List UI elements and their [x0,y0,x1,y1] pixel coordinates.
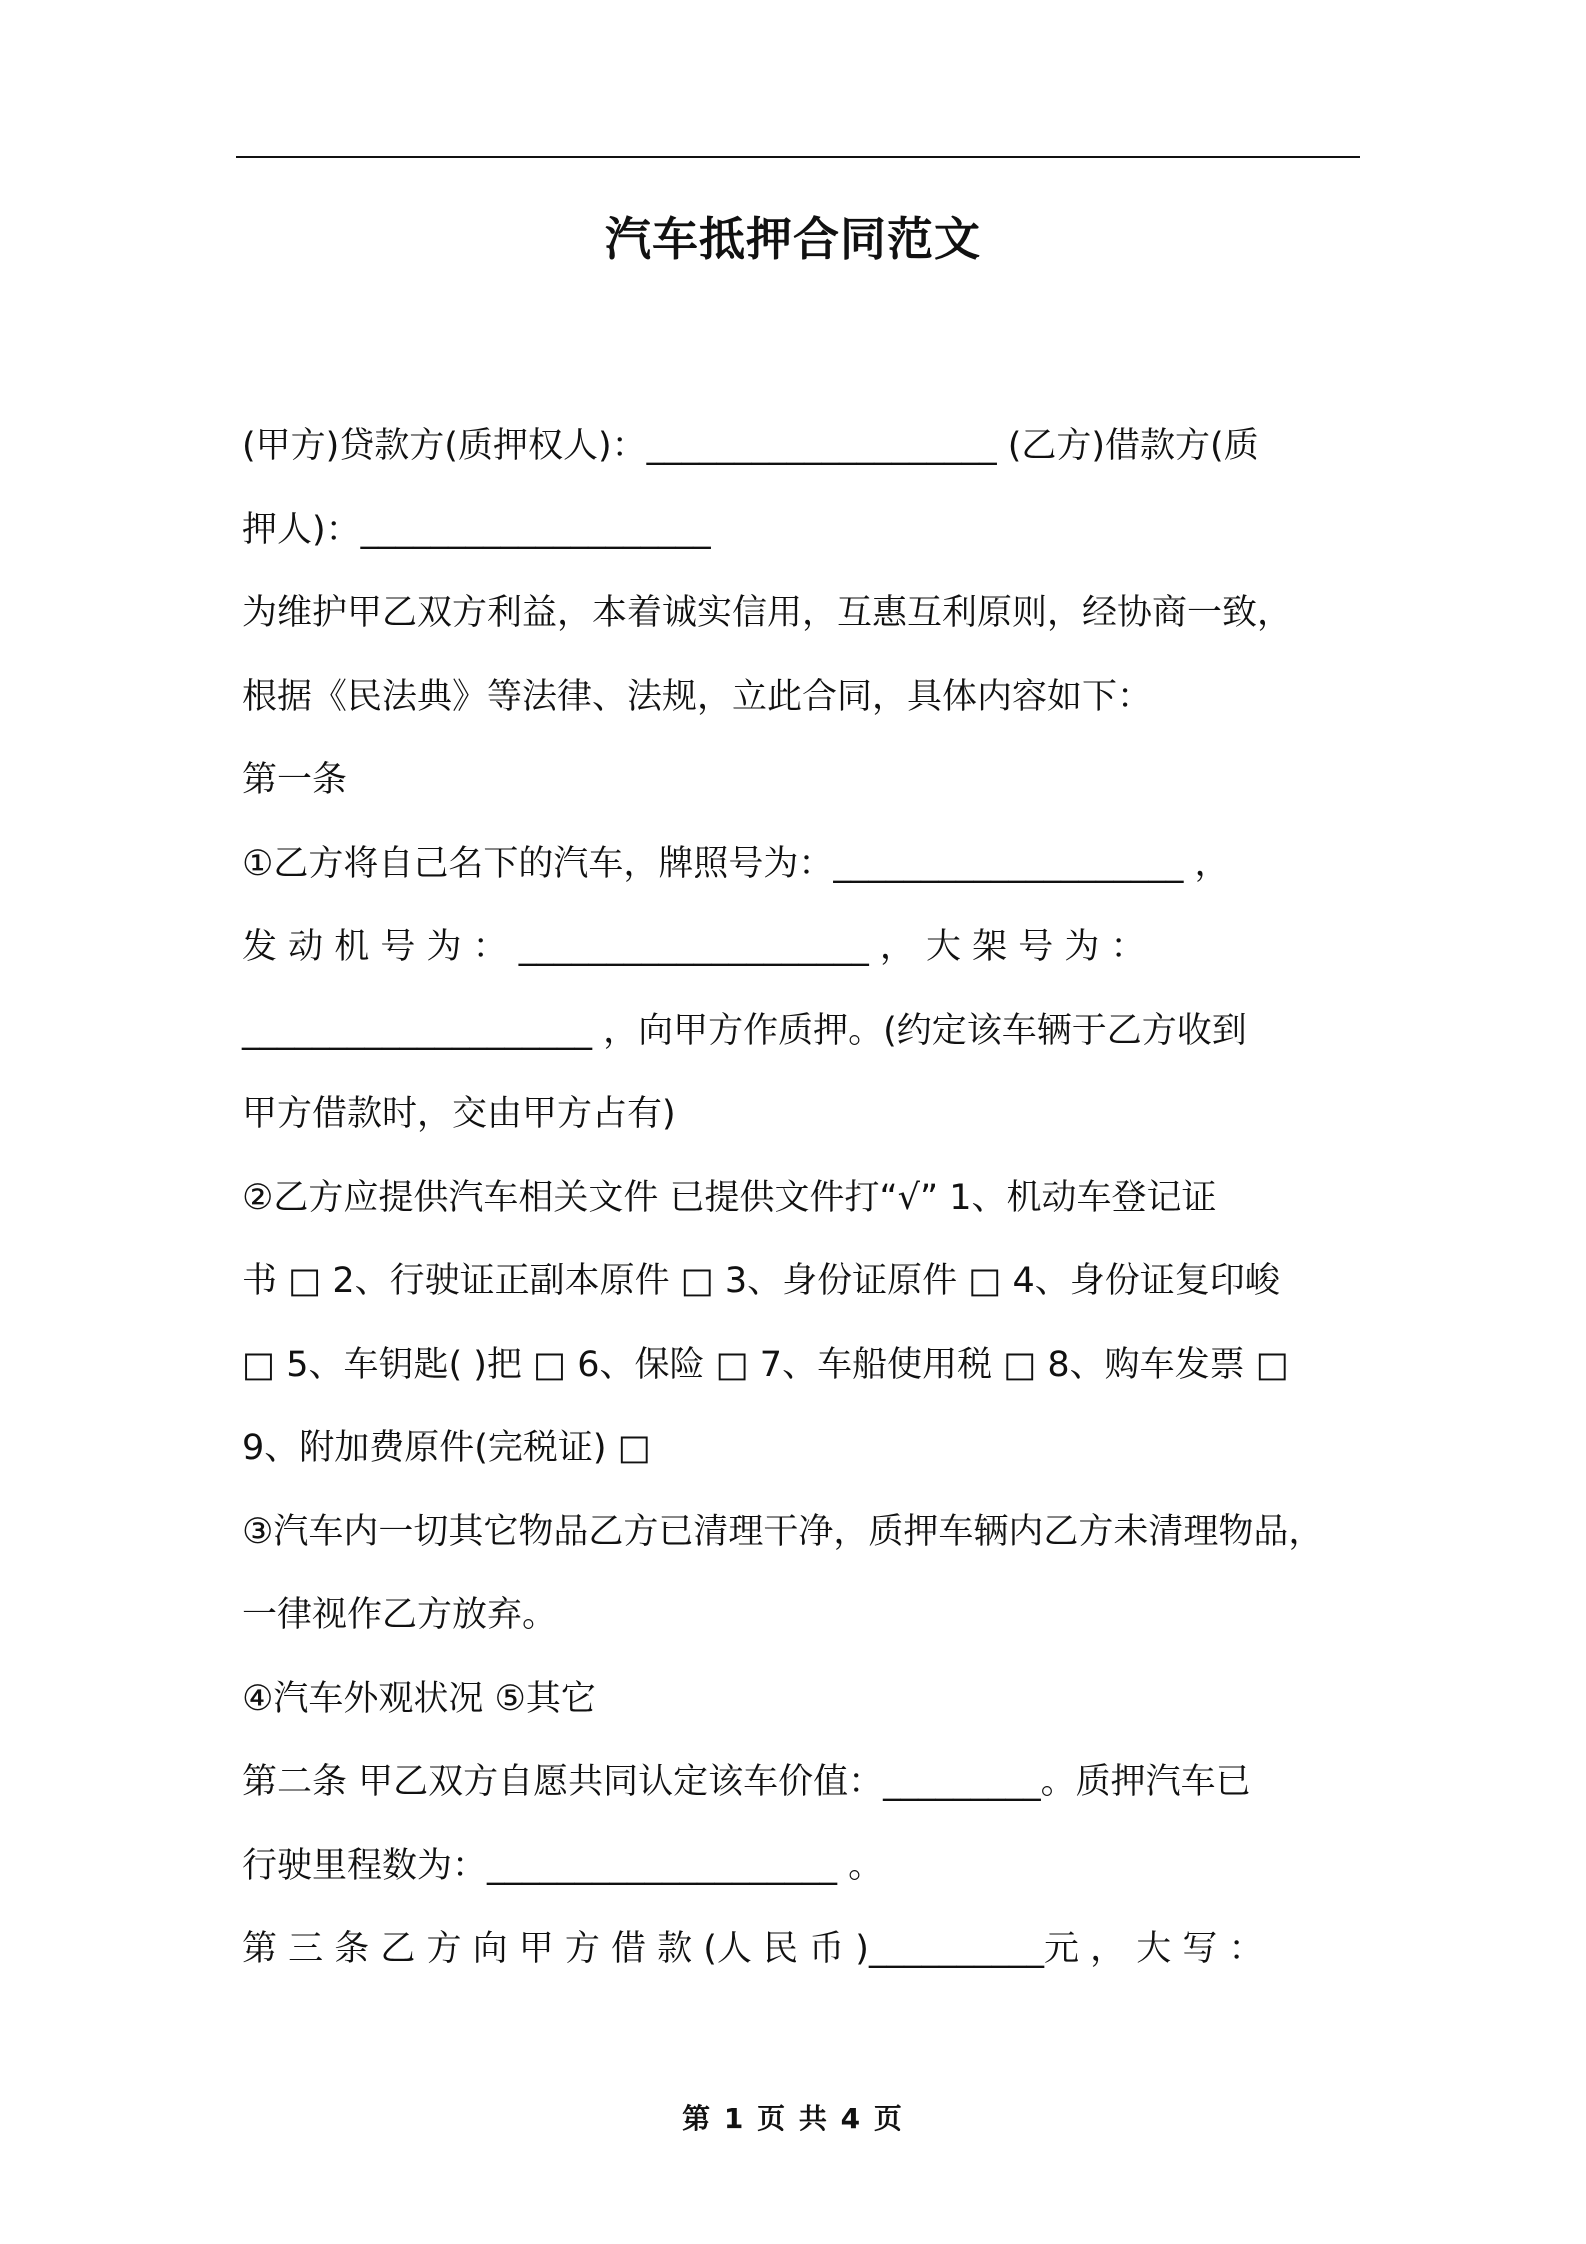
text-line: 押人)：____________________ [242,509,711,550]
text-line: 9、附加费原件(完税证) □ [242,1428,651,1468]
text-line: ____________________ ，向甲方作质押。(约定该车辆于乙方收到 [242,1010,1247,1051]
page-footer: 第 1 页 共 4 页 [682,2102,904,2135]
text-line: 甲方借款时，交由甲方占有) [242,1094,676,1134]
text-line: 一律视作乙方放弃。 [242,1595,558,1635]
text-line: 第 三 条 乙 方 向 甲 方 借 款 (人 民 币 )__________元 ， 大 写 ： [242,1929,1264,1969]
text-line: 为维护甲乙双方利益，本着诚实信用，互惠互利原则，经协商一致， [242,593,1293,633]
text-line: ②乙方应提供汽车相关文件 已提供文件打“√” 1、机动车登记证 [242,1177,1217,1218]
text-line: (甲方)贷款方(质押权人)：____________________ (乙方)借款方(质 [242,426,1259,466]
text-line: 行驶里程数为：____________________ 。 [242,1845,884,1886]
article-heading: 第一条 [242,760,348,800]
text-line: ③汽车内一切其它物品乙方已清理干净，质押车辆内乙方未清理物品， [242,1511,1324,1552]
text-line: ①乙方将自己名下的汽车，牌照号为：____________________ ， [242,843,1230,884]
text-line: 第二条 甲乙双方自愿共同认定该车价值：_________。质押汽车已 [242,1762,1251,1802]
document-title: 汽车抵押合同范文 [605,212,981,266]
text-line: ④汽车外观状况 ⑤其它 [242,1678,596,1719]
contract-body [242,405,1370,1992]
text-line: 根据《民法典》等法律、法规，立此合同，具体内容如下： [242,676,1153,717]
text-line: 书 □ 2、行驶证正副本原件 □ 3、身份证原件 □ 4、身份证复印峻 [242,1261,1280,1301]
header-rule [236,156,1360,158]
text-line: □ 5、车钥匙( )把 □ 6、保险 □ 7、车船使用税 □ 8、购车发票 □ [242,1344,1289,1385]
text-line: 发 动 机 号 为 ： ____________________ ， 大 架 号 为 ： [242,927,1146,967]
